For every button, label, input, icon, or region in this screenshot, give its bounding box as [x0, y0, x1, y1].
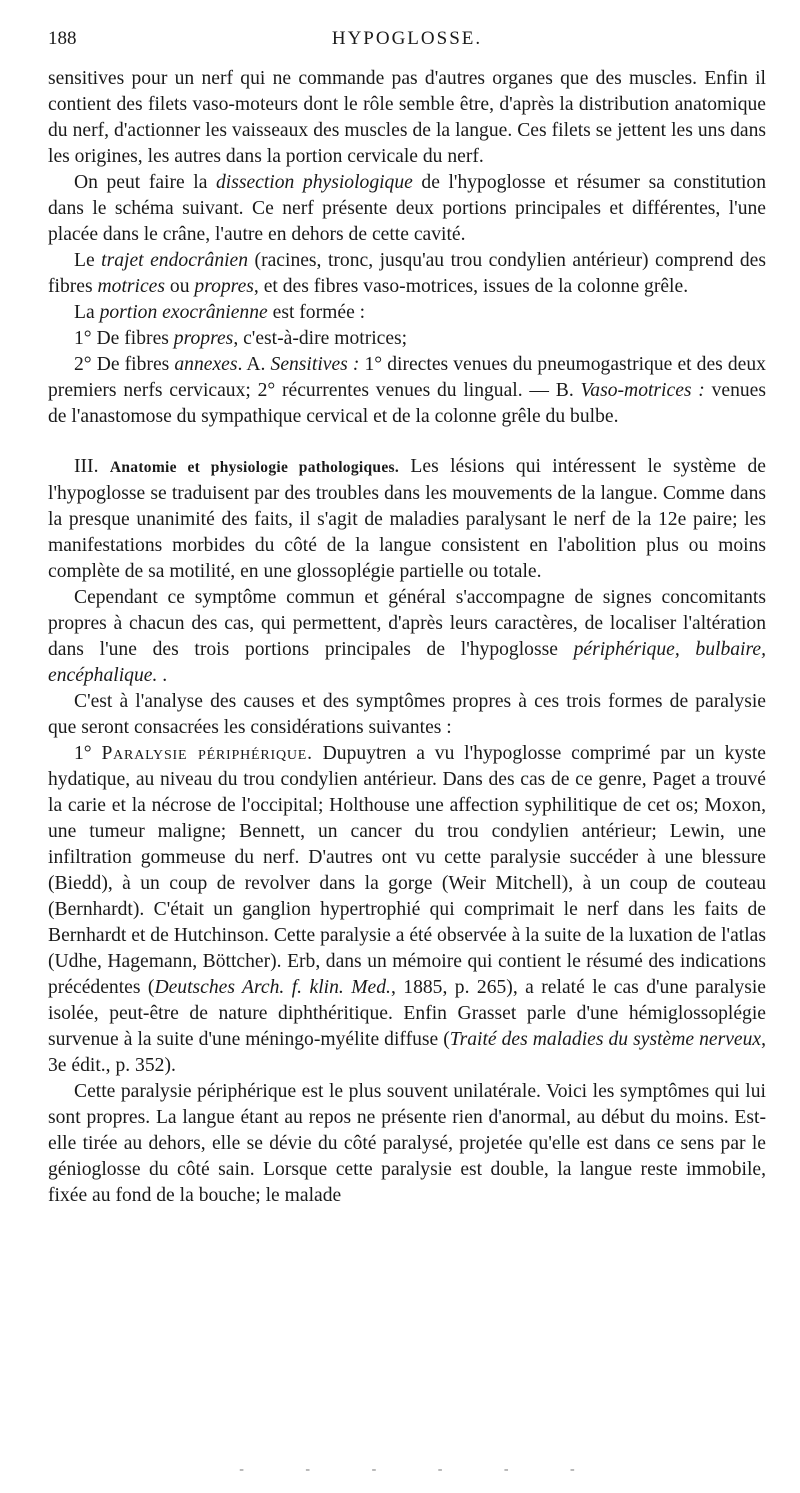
paragraph-paralysie-peripherique: 1° Paralysie périphérique. Dupuytren a vu l'hypoglosse comprimé par un kyste hydatique, au niveau du trou condylien antérieur. Dans des cas de ce genre, Paget a trouvé la carie et la nécrose de l'occipital; Holthouse une affection syphilitique de cet os; Moxon, une tumeur maligne; Bennett, un cancer du trou condylien antérieur; Lewin, une infiltration gommeuse du nerf. D'autres ont vu cette paralysie succéder à une blessure (Biedd), à un coup de revolver dans la gorge (Weir Mitchell), à un coup de couteau (Bernhardt). C'était un ganglion hypertrophié qui comprimait le nerf dans les faits de Bernhardt et de Hutchinson. Cette paralysie a été observée à la suite de la luxation de l'atlas (Udhe, Hagemann, Böttcher). Erb, dans un mémoire qui contient le résumé des indications précédentes (Deutsches Arch. f. klin. Med., 1885, p. 265), a relaté le cas d'une paralysie isolée, peut-être de nature diphthéritique. Enfin Grasset parle d'une hémiglossoplégie survenue à la suite d'une méningo-myélite diffuse (Traité des maladies du système nerveux, 3e édit., p. 352).	[48, 743, 766, 1076]
paragraph-trajet-endocranien: Le trajet endocrânien (racines, tronc, jusqu'au trou condylien antérieur) comprend des fibres motrices ou propres, et des fibres vaso-motrices, issues de la colonne grêle.	[48, 250, 766, 297]
running-head: HYPOGLOSSE.	[331, 28, 483, 49]
page-number: 188	[48, 28, 77, 49]
paragraph-sensitives: sensitives pour un nerf qui ne commande pas d'autres organes que des muscles. Enfin il contient des filets vaso-moteurs dont le rôle semble être, d'après la distribution anatomique du nerf, d'actionner les vaisseaux des muscles de la langue. Ces filets se jettent les uns dans les origines, les autres dans la portion cervicale du nerf.	[48, 68, 766, 167]
footer-marks: - - - - - -	[239, 1462, 575, 1477]
list-item-fibres-propres: 1° De fibres propres, c'est-à-dire motrices;	[74, 328, 408, 349]
paragraph-signes-concomitants: Cependant ce symptôme commun et général s'accompagne de signes concomitants propres à chacun des cas, qui permettent, d'après leurs caractères, de localiser l'altération dans l'une des trois portions principales de l'hypoglosse périphérique, bulbaire, encéphalique. .	[48, 587, 766, 686]
page-header	[48, 28, 766, 56]
paragraph-symptomes: Cette paralysie périphérique est le plus souvent unilatérale. Voici les symptômes qui lui sont propres. La langue étant au repos ne présente rien d'anormal, au début du moins. Est-elle tirée au dehors, elle se dévie du côté paralysé, projetée qu'elle est dans ce sens par le génioglosse du côté sain. Lorsque cette paralysie est double, la langue reste immobile, fixée au fond de la bouche; le malade	[48, 1081, 766, 1206]
section-anatomie-pathologique: III. Anatomie et physiologie pathologiques. Les lésions qui intéressent le système de l'hypoglosse se traduisent par des troubles dans les mouvements de la langue. Comme dans la presque unanimité des faits, il s'agit de maladies paralysant le nerf de la 12e paire; les manifestations morbides du côté de la langue consistent en l'abolition plus ou moins complète de sa motilité, en une glossoplégie partielle ou totale.	[48, 456, 766, 582]
document-page	[48, 28, 766, 1209]
section-heading: Anatomie et physiologie pathologiques.	[109, 459, 400, 476]
paragraph-analyse-causes: C'est à l'analyse des causes et des symptômes propres à ces trois formes de paralysie que seront consacrées les considérations suivantes :	[48, 691, 766, 738]
paragraph-portion-exocranienne: La portion exocrânienne est formée :	[74, 302, 366, 323]
subsection-heading: Paralysie périphérique.	[101, 743, 313, 764]
list-item-fibres-annexes: 2° De fibres annexes. A. Sensitives : 1° directes venues du pneumogastrique et des deux premiers nerfs cervicaux; 2° récurrentes venues du lingual. — B. Vaso-motrices : venues de l'anastomose du sympathique cervical et de la colonne grêle du bulbe.	[48, 354, 766, 427]
paragraph-dissection: On peut faire la dissection physiologique de l'hypoglosse et résumer sa constitution dans le schéma suivant. Ce nerf présente deux portions principales et différentes, l'une placée dans le crâne, l'autre en dehors de cette cavité.	[48, 172, 766, 245]
